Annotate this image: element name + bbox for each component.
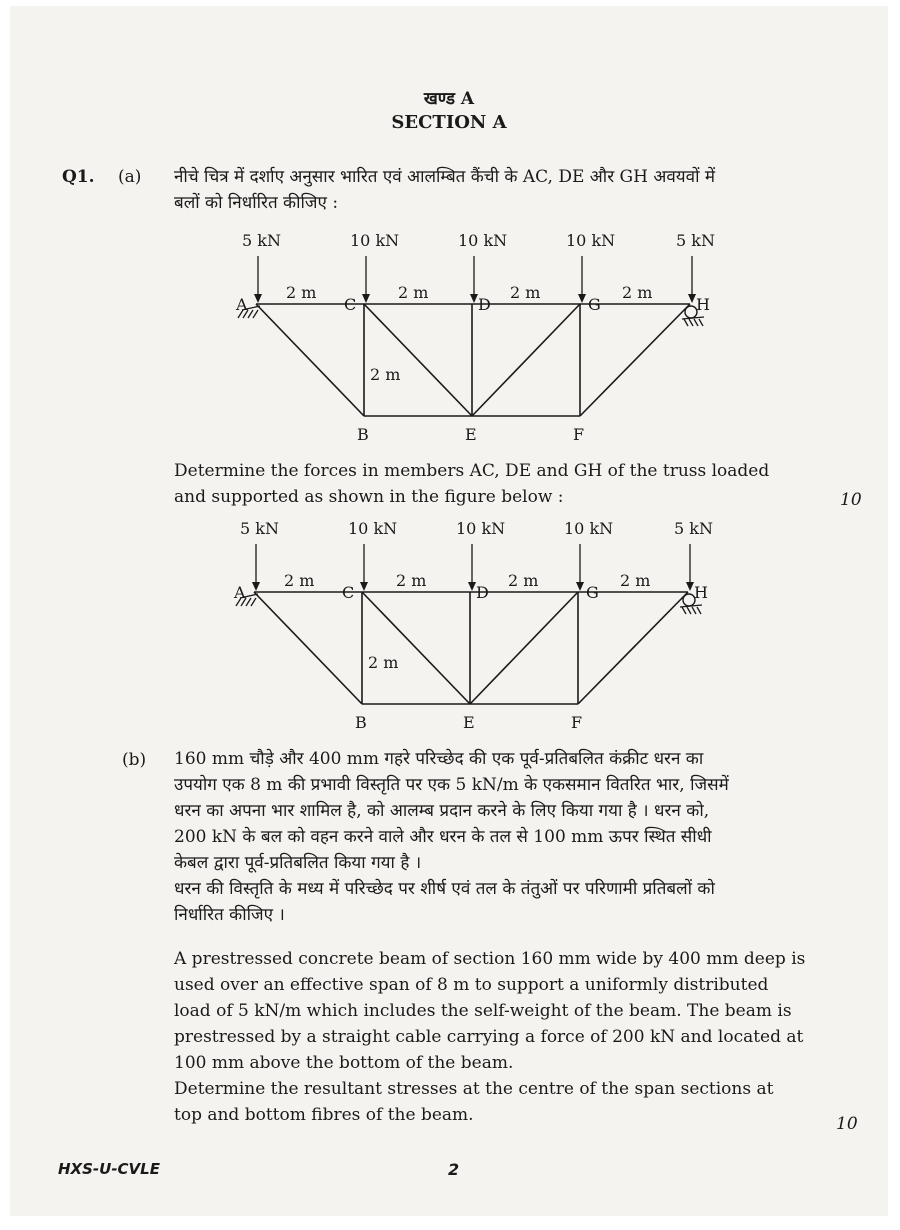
part-b-english-text [174, 946, 854, 1128]
load-label: 5 kN [242, 231, 281, 250]
part-b-english-line: used over an effective span of 8 m to support a uniformly distributed [174, 975, 769, 995]
truss-member [362, 592, 470, 704]
node-label: H [696, 295, 710, 314]
part-a-label: (a) [118, 167, 142, 187]
part-b-english-line: load of 5 kN/m which includes the self-weight of the beam. The beam is [174, 1001, 792, 1021]
dimension-label: 2 m [284, 571, 315, 590]
load-label: 10 kN [350, 231, 400, 250]
node-label: F [573, 425, 585, 444]
support-hatch [689, 319, 693, 326]
part-b-english-line: Determine the resultant stresses at the centre of the span sections at [174, 1079, 774, 1099]
load-label: 5 kN [674, 519, 713, 538]
node-label: D [476, 583, 489, 602]
part-a-english-text [174, 458, 854, 510]
load-arrowhead [468, 582, 476, 591]
part-b-hindi-line: 200 kN के बल को वहन करने वाले और धरन के तल से 100 mm ऊपर स्थित सीधी [174, 827, 712, 847]
part-b-hindi-line: धरन की विस्तृति के मध्य में परिच्छेद पर शीर्ष एवं तल के तंतुओं पर परिणामी प्रतिबलों को [174, 879, 715, 899]
truss-member [254, 592, 362, 704]
truss-member [580, 304, 690, 416]
part-b-english-line: prestressed by a straight cable carrying a force of 200 kN and located at [174, 1027, 804, 1047]
load-arrowhead [578, 294, 586, 303]
load-label: 5 kN [240, 519, 279, 538]
part-b-hindi-line: उपयोग एक 8 m की प्रभावी विस्तृति पर एक 5 kN/m के एकसमान वितरित भार, जिसमें [174, 775, 729, 795]
node-label: E [463, 713, 475, 732]
load-arrowhead [576, 582, 584, 591]
truss-member [578, 592, 688, 704]
support-hatch [248, 310, 253, 318]
load-arrowhead [254, 294, 262, 303]
load-arrowhead [252, 582, 260, 591]
dimension-label: 2 m [510, 283, 541, 302]
load-arrowhead [686, 582, 694, 591]
load-label: 5 kN [676, 231, 715, 250]
part-b-label: (b) [122, 750, 147, 770]
support-hatch [694, 319, 698, 326]
node-label: B [357, 425, 369, 444]
load-label: 10 kN [566, 231, 616, 250]
part-b-english-line: 100 mm above the bottom of the beam. [174, 1053, 514, 1073]
part-b-hindi-line: केबल द्वारा पूर्व-प्रतिबलित किया गया है । [174, 853, 422, 873]
section-title: SECTION A [391, 112, 507, 133]
support-hatch [684, 319, 688, 326]
support-hatch [246, 598, 251, 606]
part-a-marks: 10 [840, 490, 862, 510]
support-hatch [687, 607, 691, 614]
node-label: A [236, 295, 248, 314]
part-b-marks: 10 [836, 1114, 858, 1134]
dimension-label: 2 m [286, 283, 317, 302]
part-b-hindi-line: धरन का अपना भार शामिल है, को आलम्ब प्रदान करने के लिए किया गया है । धरन को, [174, 801, 710, 821]
node-label: G [586, 583, 599, 602]
node-label: G [588, 295, 601, 314]
load-label: 10 kN [458, 231, 508, 250]
paper-code: HXS-U-CVLE [58, 1160, 160, 1178]
truss-drawing [235, 231, 715, 444]
load-label: 10 kN [456, 519, 506, 538]
load-arrowhead [360, 582, 368, 591]
dimension-label: 2 m [620, 571, 651, 590]
node-label: C [342, 583, 355, 602]
part-a-hindi-text [174, 164, 854, 216]
height-dimension-label: 2 m [368, 653, 399, 672]
part-b-hindi-line: 160 mm चौड़े और 400 mm गहरे परिच्छेद की एक पूर्व-प्रतिबलित कंक्रीट धरन का [174, 749, 704, 769]
support-hatch [253, 310, 258, 318]
support-hatch [692, 607, 696, 614]
node-label: H [694, 583, 708, 602]
part-a-english-line: and supported as shown in the figure below : [174, 487, 564, 507]
truss-drawing [233, 519, 713, 732]
part-a-english-line: Determine the forces in members AC, DE and GH of the truss loaded [174, 461, 770, 481]
node-label: F [571, 713, 583, 732]
node-label: A [234, 583, 246, 602]
part-b-english-line: top and bottom fibres of the beam. [174, 1105, 474, 1125]
section-title-hindi: खण्ड A [423, 89, 475, 109]
load-arrowhead [470, 294, 478, 303]
node-label: C [344, 295, 357, 314]
node-label: E [465, 425, 477, 444]
dimension-label: 2 m [396, 571, 427, 590]
support-hatch [251, 598, 256, 606]
truss-member [256, 304, 364, 416]
truss-member [470, 592, 578, 704]
truss-figure-hindi [222, 226, 722, 448]
part-b-hindi-text [174, 746, 854, 928]
part-b-hindi-line: निर्धारित कीजिए । [174, 905, 285, 925]
height-dimension-label: 2 m [370, 365, 401, 384]
truss-figure-english [220, 514, 720, 736]
load-label: 10 kN [348, 519, 398, 538]
load-arrowhead [362, 294, 370, 303]
dimension-label: 2 m [508, 571, 539, 590]
support-hatch [699, 319, 703, 326]
question-number: Q1. [62, 167, 95, 187]
support-hatch [697, 607, 701, 614]
truss-member [364, 304, 472, 416]
support-hatch [682, 607, 686, 614]
node-label: B [355, 713, 367, 732]
part-a-hindi-line: बलों को निर्धारित कीजिए : [174, 193, 339, 213]
part-a-hindi-line: नीचे चित्र में दर्शाए अनुसार भारित एवं आलम्बित कैंची के AC, DE और GH अवयवों में [174, 167, 716, 187]
part-b-english-line: A prestressed concrete beam of section 160 mm wide by 400 mm deep is [174, 949, 806, 969]
page-number: 2 [448, 1160, 460, 1179]
exam-page [10, 6, 888, 1216]
dimension-label: 2 m [398, 283, 429, 302]
load-label: 10 kN [564, 519, 614, 538]
dimension-label: 2 m [622, 283, 653, 302]
node-label: D [478, 295, 491, 314]
truss-member [472, 304, 580, 416]
load-arrowhead [688, 294, 696, 303]
